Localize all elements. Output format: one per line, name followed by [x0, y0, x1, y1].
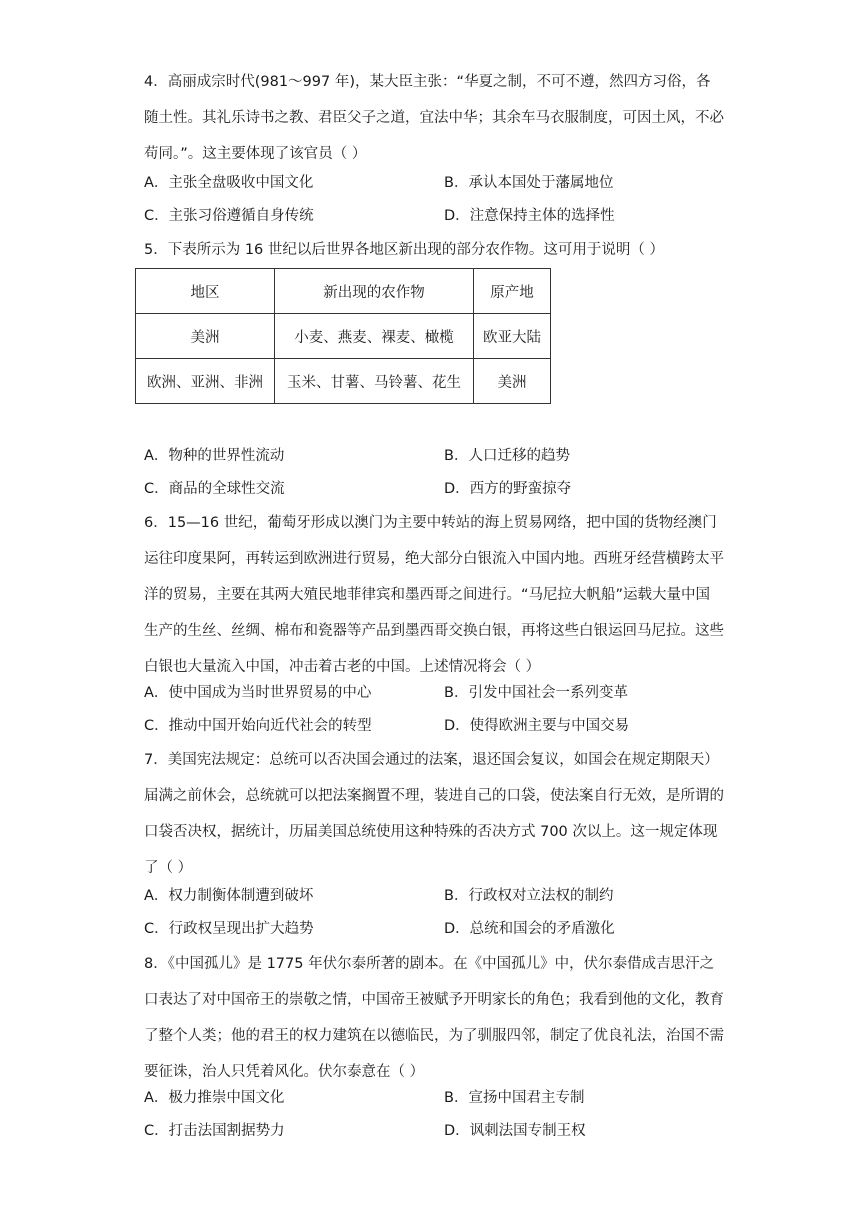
q4-option-b[interactable]: B．承认本国处于藩属地位 — [444, 175, 614, 191]
question-6-stem: 6．15—16 世纪，葡萄牙形成以澳门为主要中转站的海上贸易网络，把中国的货物经澳门运往印度果阿，再转运到欧洲进行贸易，绝大部分白银流入中国内地。西班牙经营横跨太平洋的贸易，主要在其两大殖民地菲律宾和墨西哥之间进行。“马尼拉大帆船”运载大量中国生产的生丝、丝绸、棉布和瓷器等产品到墨西哥交换白银，再将这些白银运回马尼拉。这些白银也大量流入中国，冲击着古老的中国。上述情况将会（ ） — [144, 515, 724, 675]
q5-option-d[interactable]: D．西方的野蛮掠夺 — [444, 481, 572, 497]
q6-option-d[interactable]: D．使得欧洲主要与中国交易 — [444, 718, 630, 734]
q5-option-b[interactable]: B．人口迁移的趋势 — [444, 448, 570, 464]
q7-option-d[interactable]: D．总统和国会的矛盾激化 — [444, 921, 615, 937]
q8-option-b[interactable]: B．宣扬中国君主专制 — [444, 1090, 585, 1106]
q4-option-a[interactable]: A．主张全盘吸收中国文化 — [144, 175, 314, 191]
table-cell: 美洲 — [136, 314, 275, 359]
table-row — [136, 359, 551, 404]
crops-table — [135, 268, 551, 404]
q6-option-a[interactable]: A．使中国成为当时世界贸易的中心 — [144, 685, 372, 701]
question-7-options — [144, 880, 744, 946]
q8-option-a[interactable]: A．极力推崇中国文化 — [144, 1090, 285, 1106]
table-header-cell: 原产地 — [474, 269, 551, 314]
q8-option-c[interactable]: C．打击法国割据势力 — [144, 1123, 285, 1139]
question-5-options — [144, 440, 744, 506]
q7-option-a[interactable]: A．权力制衡体制遭到破坏 — [144, 888, 314, 904]
question-4-stem: 4．高丽成宗时代(981～997 年)，某大臣主张：“华夏之制，不可不遵，然四方习俗，各随土性。其礼乐诗书之教、君臣父子之道，宜法中华；其余车马衣服制度，可因土风，不必苟同。”。这主要体现了该官员（ ） — [144, 74, 724, 162]
table-header-cell: 地区 — [136, 269, 275, 314]
q8-option-d[interactable]: D．讽刺法国专制王权 — [444, 1123, 586, 1139]
q4-option-c[interactable]: C．主张习俗遵循自身传统 — [144, 208, 314, 224]
question-8-stem: 8．《中国孤儿》是 1775 年伏尔泰所著的剧本。在《中国孤儿》中，伏尔泰借成吉思汗之口表达了对中国帝王的崇敬之情，中国帝王被赋予开明家长的角色；我看到他的文化，教育了整个人类；他的君王的权力建筑在以德临民，为了驯服四邻，制定了优良礼法，治国不需要征诛，治人只凭着风化。伏尔泰意在（ ） — [144, 956, 724, 1080]
question-6-options — [144, 677, 744, 743]
table-row — [136, 314, 551, 359]
table-cell: 美洲 — [474, 359, 551, 404]
q7-option-c[interactable]: C．行政权呈现出扩大趋势 — [144, 921, 314, 937]
q5-option-c[interactable]: C．商品的全球性交流 — [144, 481, 285, 497]
table-header-row — [136, 269, 551, 314]
q4-option-d[interactable]: D．注意保持主体的选择性 — [444, 208, 615, 224]
q5-option-a[interactable]: A．物种的世界性流动 — [144, 448, 285, 464]
question-4-options — [144, 167, 744, 233]
q6-option-c[interactable]: C．推动中国开始向近代社会的转型 — [144, 718, 372, 734]
table-header-cell: 新出现的农作物 — [275, 269, 474, 314]
table-cell: 欧亚大陆 — [474, 314, 551, 359]
question-8-options — [144, 1082, 744, 1148]
q7-option-b[interactable]: B．行政权对立法权的制约 — [444, 888, 614, 904]
table-cell: 小麦、燕麦、裸麦、橄榄 — [275, 314, 474, 359]
question-5-stem: 5．下表所示为 16 世纪以后世界各地区新出现的部分农作物。这可用于说明（ ） — [144, 242, 665, 258]
table-cell: 欧洲、亚洲、非洲 — [136, 359, 275, 404]
table-cell: 玉米、甘薯、马铃薯、花生 — [275, 359, 474, 404]
question-7-stem: 7．美国宪法规定：总统可以否决国会通过的法案，退还国会复议，如国会在规定期限天）届满之前休会，总统就可以把法案搁置不理，装进自己的口袋，使法案自行无效，是所谓的口袋否决权，据统计，历届美国总统使用这种特殊的否决方式 700 次以上。这一规定体现了（ ） — [144, 752, 724, 876]
q6-option-b[interactable]: B．引发中国社会一系列变革 — [444, 685, 628, 701]
